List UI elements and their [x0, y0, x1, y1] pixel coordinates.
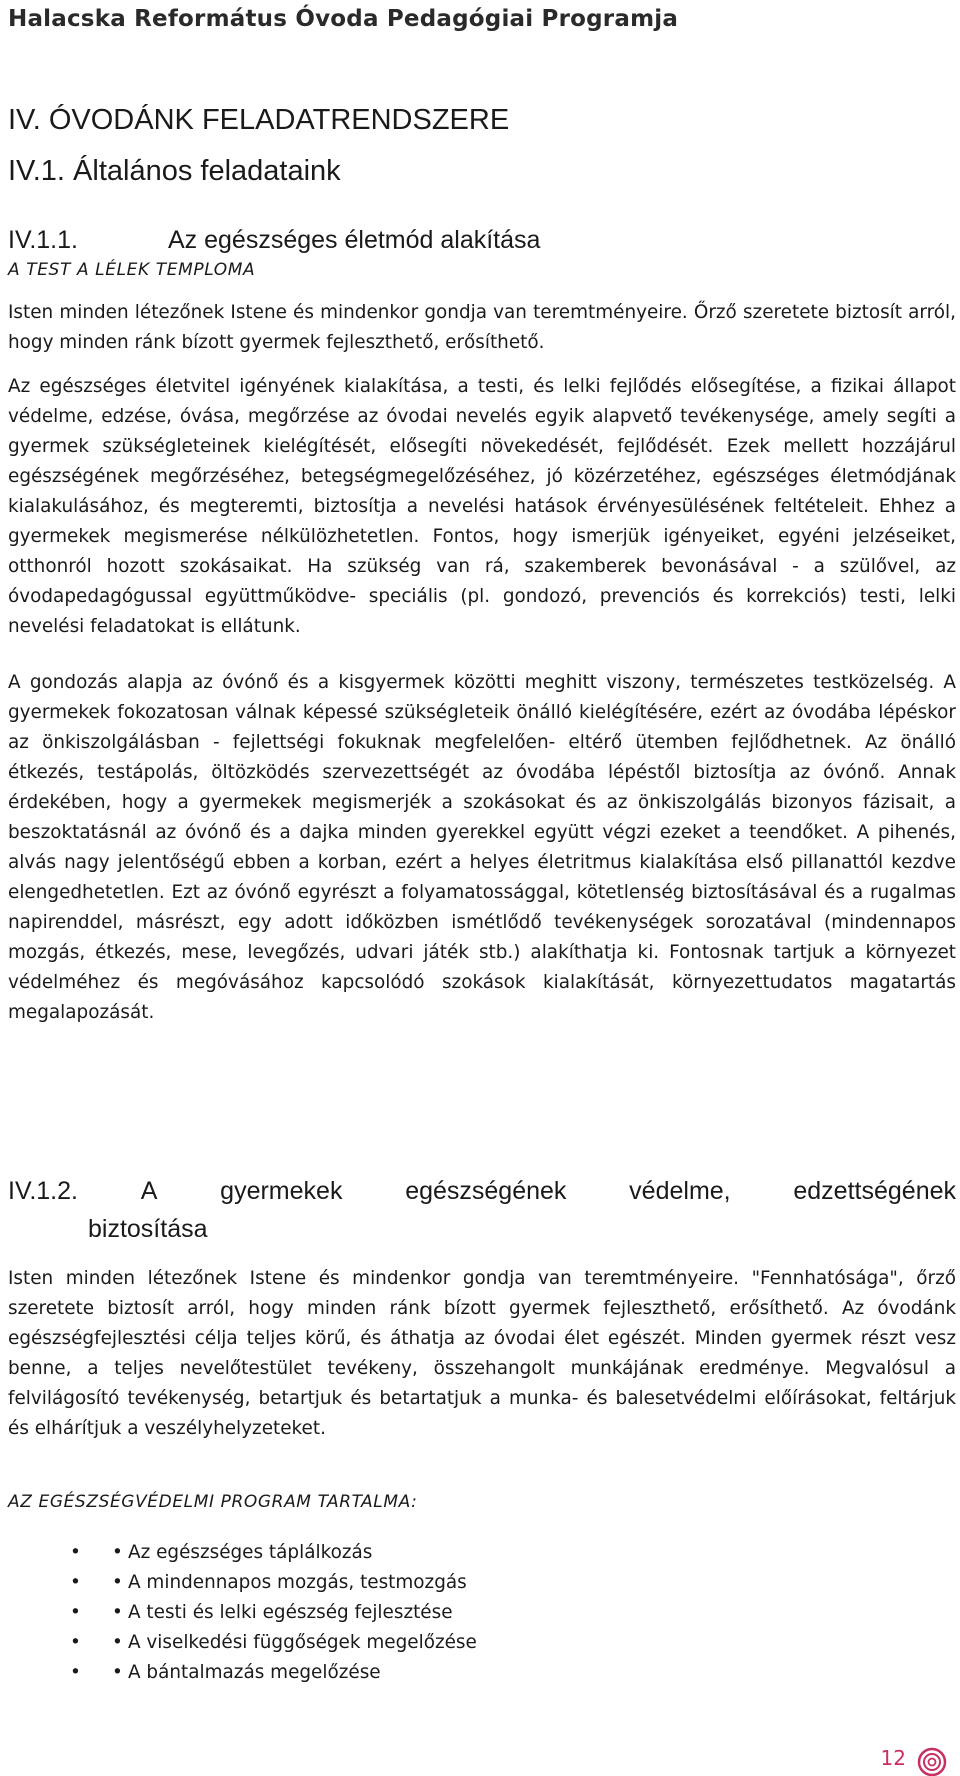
list-bullet: • [70, 1632, 81, 1653]
list-item-text: Az egészséges táplálkozás [128, 1542, 373, 1563]
list-item-text: A bántalmazás megelőzése [128, 1662, 381, 1683]
heading-word: edzettségének [793, 1177, 956, 1205]
list-bullet: • [70, 1662, 81, 1683]
list-item-text: A mindennapos mozgás, testmozgás [128, 1572, 467, 1593]
page-number: 12 [880, 1746, 906, 1770]
spiral-ornament-icon [912, 1736, 952, 1776]
subsection-number: IV.1.1. [8, 226, 78, 254]
list-bullet: • [112, 1632, 123, 1653]
list-bullet: • [112, 1602, 123, 1623]
list-bullet: • [112, 1542, 123, 1563]
program-content-list [8, 1538, 670, 1688]
subsection-heading-line [8, 1172, 956, 1210]
program-content-subheading: AZ EGÉSZSÉGVÉDELMI PROGRAM TARTALMA: [8, 1492, 418, 1512]
list-item [8, 1568, 670, 1598]
running-header-title: Halacska Református Óvoda Pedagógiai Programja [8, 6, 679, 32]
heading-word: egészségének [405, 1177, 567, 1205]
section-heading: IV.1. Általános feladataink [8, 155, 341, 187]
paragraph-intro: Isten minden létezőnek Istene és mindenkor gondja van teremtményeire. Őrző szeretete biztosít arról, hogy minden ránk bízott gyermek fejleszthető, erősíthető. [8, 302, 956, 353]
subsection-title: Az egészséges életmód alakítása [168, 226, 541, 254]
chapter-heading: IV. ÓVODÁNK FELADATRENDSZERE [8, 104, 510, 136]
list-bullet: • [70, 1542, 81, 1563]
paragraph-healthy-lifestyle: Az egészséges életvitel igényének kialakítása, a testi, és lelki fejlődés elősegítése, a fizikai állapot védelme, edzése, óvása, megőrzése az óvodai nevelés egyik alapvető tevékenysége, amely segíti a gyermek szükségleteinek kielégítését, elősegíti növekedését, fejlődését. Ezek mellett hozzájárul egészségének megőrzéséhez, betegségmegelőzéséhez, jó közérzetéhez, egészséges életmódjának kialakulásához, és megteremti, biztosítja a nevelési hatások érvényesülésének feltételeit. Ehhez a gyermekek megismerése nélkülözhetetlen. Fontos, hogy ismerjük igényeiket, egyéni jelzéseiket, otthonról hozott szokásaikat. Ha szükség van rá, szakemberek bevonásával - a szülővel, az óvodapedagógussal együttműködve- speciális (pl. gondozó, prevenciós és korrekciós) testi, lelki nevelési feladatokat is ellátunk. [8, 376, 956, 637]
list-bullet: • [70, 1572, 81, 1593]
list-bullet: • [112, 1662, 123, 1683]
paragraph-care: A gondozás alapja az óvónő és a kisgyermek közötti meghitt viszony, természetes testközelség. A gyermekek fokozatosan válnak képessé szükségleteik önálló kielégítésére, ezért az óvodába lépéskor az önkiszolgálásban - fejlettségi fokuknak megfelelően- eltérő ütemben fejlődhetnek. Az önálló étkezés, testápolás, öltözködés szervezettségét az óvodába lépéstől biztosítja az óvónő. Annak érdekében, hogy a gyermekek megismerjék a szokásokat és az önkiszolgálás bizonyos fázisait, a beszoktatásnál az óvónő és a dajka minden gyerekkel együtt végzi ezeket a teendőket. A pihenés, alvás nagy jelentőségű ebben a korban, ezért a helyes életritmus kialakítása első pillanattól kezdve elengedhetetlen. Ezt az óvónő egyrészt a folyamatossággal, kötetlenség biztosításával és a rugalmas napirenddel, másrészt, egy adott időközben ismétlődő tevékenységek sorozatával (mindennapos mozgás, étkezés, mese, levegőzés, udvari játék stb.) alakíthatja ki. Fontosnak tartjuk a környezet védelméhez és megóvásához kapcsolódó szokások kialakítását, környezettudatos magatartás megalapozását. [8, 672, 956, 1023]
subsection-heading-continuation: biztosítása [88, 1215, 208, 1243]
list-item [8, 1538, 670, 1568]
subsection-number: IV.1.2. [8, 1177, 78, 1205]
motto-subheading: A TEST A LÉLEK TEMPLOMA [8, 260, 256, 280]
subsection-heading-1-1-1 [8, 226, 948, 255]
heading-word: védelme, [629, 1177, 731, 1205]
list-bullet: • [112, 1572, 123, 1593]
list-item [8, 1598, 670, 1628]
list-item-text: A testi és lelki egészség fejlesztése [128, 1602, 453, 1623]
heading-word: gyermekek [220, 1177, 343, 1205]
heading-word: A [140, 1177, 158, 1205]
list-bullet: • [70, 1602, 81, 1623]
subsection-heading-1-1-2 [8, 1172, 956, 1248]
list-item [8, 1658, 670, 1688]
paragraph-health-promotion: Isten minden létezőnek Istene és mindenkor gondja van teremtményeire. "Fennhatósága", őrző szeretete biztosít arról, hogy minden ránk bízott gyermek fejleszthető, erősíthető. Az óvodánk egészségfejlesztési célja teljes körű, és áthatja az óvodai élet egészét. Minden gyermek részt vesz benne, a teljes nevelőtestület tevékeny, összehangolt munkájának eredménye. Megvalósul a felvilágosító tevékenység, betartjuk és betartatjuk a munka- és balesetvédelmi előírásokat, feltárjuk és elhárítjuk a veszélyhelyzeteket. [8, 1268, 956, 1439]
list-item-text: A viselkedési függőségek megelőzése [128, 1632, 477, 1653]
list-item [8, 1628, 670, 1658]
